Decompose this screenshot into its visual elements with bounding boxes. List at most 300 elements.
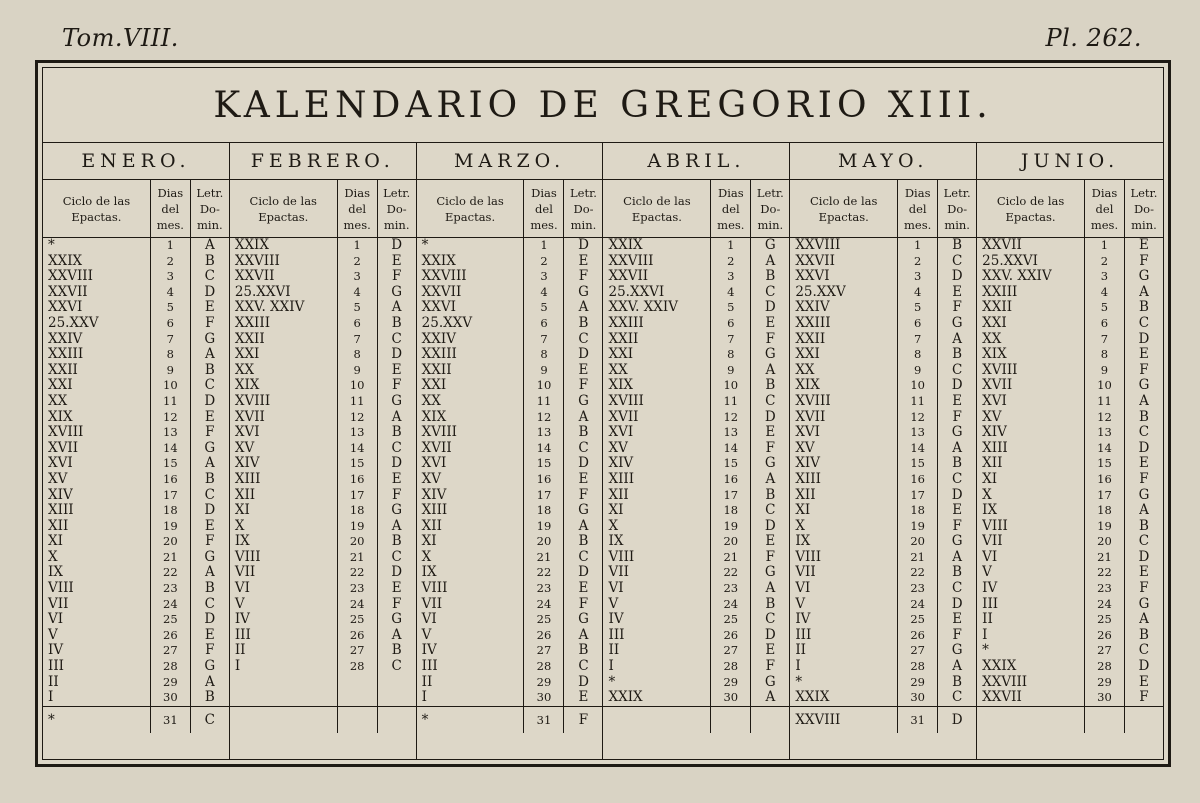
day-cell: 28 [151, 659, 191, 675]
day-cell: 20 [711, 534, 751, 550]
day-cell: 29 [711, 675, 751, 691]
dominical-letter-cell: A [391, 300, 402, 316]
epact-cell: XIII [417, 503, 525, 519]
epact-cell: X [230, 519, 338, 535]
letter-header: Letr. Do-min. [751, 180, 789, 238]
month-column [603, 143, 790, 759]
month-column [417, 143, 604, 759]
dominical-letter-cell: F [205, 643, 215, 659]
day-cell: 2 [151, 254, 191, 270]
epact-cell: * [977, 643, 1085, 659]
day-cell: 10 [338, 378, 378, 394]
epact-cell: II [603, 643, 711, 659]
day-cell: 18 [1085, 503, 1125, 519]
dominical-letter-cell: C [578, 440, 589, 456]
epact-cell: V [603, 597, 711, 613]
dominical-letter-cell: F [952, 409, 962, 425]
dominical-letter-cell: F [1139, 690, 1149, 706]
epact-cell: XVIII [603, 394, 711, 410]
day-cell: 31 [151, 707, 191, 733]
dominical-letter-cell: D [764, 518, 776, 534]
epact-cell: XVI [603, 425, 711, 441]
day-cell: 26 [1085, 628, 1125, 644]
dominical-letter-cell: E [1139, 347, 1149, 363]
epact-cell: VIII [790, 550, 898, 566]
cycle-header: Ciclo de las Epactas. [43, 180, 151, 238]
day-cell: 21 [151, 550, 191, 566]
dominical-letter-cell: G [764, 565, 776, 581]
days-header: Dias del mes. [711, 180, 751, 238]
epact-cell: XXVII [977, 690, 1085, 706]
epact-cell: I [603, 659, 711, 675]
epact-cell: IX [43, 565, 151, 581]
dominical-letter-cell: B [1139, 300, 1149, 316]
day-cell: 14 [151, 441, 191, 457]
day-cell: 3 [1085, 269, 1125, 285]
letter-header: Letr. Do-min. [1125, 180, 1163, 238]
epact-cell: * [417, 238, 525, 254]
epact-cell: XXVIII [43, 269, 151, 285]
epact-cell: XIV [43, 488, 151, 504]
epact-cell [977, 707, 1085, 733]
epact-cell: XX [417, 394, 525, 410]
epact-cell: II [790, 643, 898, 659]
day-cell: 4 [1085, 285, 1125, 301]
epact-cell: XII [790, 488, 898, 504]
dominical-letter-cell: G [204, 331, 216, 347]
day-cell: 17 [524, 488, 564, 504]
footer-row [417, 707, 603, 733]
cycle-header: Ciclo de las Epactas. [977, 180, 1085, 238]
dominical-letter-cell: B [952, 238, 963, 253]
day-cell: 8 [338, 347, 378, 363]
day-cell: 16 [524, 472, 564, 488]
dominical-letter-cell: G [764, 456, 776, 472]
day-cell: 24 [524, 597, 564, 613]
epact-cell: III [230, 628, 338, 644]
day-cell: 6 [1085, 316, 1125, 332]
epact-cell: VII [790, 565, 898, 581]
dominical-letter-cell: C [204, 269, 215, 285]
dominical-letter-cell: F [765, 331, 775, 347]
day-cell: 16 [1085, 472, 1125, 488]
day-cell: 10 [898, 378, 938, 394]
day-cell: 6 [338, 316, 378, 332]
epact-cell: XXII [230, 332, 338, 348]
dominical-letter-cell: A [204, 347, 215, 363]
day-cell: 13 [1085, 425, 1125, 441]
epact-cell: 25.XXV [43, 316, 151, 332]
day-cell: 27 [898, 643, 938, 659]
day-cell: 18 [338, 503, 378, 519]
day-cell: 26 [711, 628, 751, 644]
epact-cell: XXV. XXIV [977, 269, 1085, 285]
dominical-letter-cell: B [204, 581, 215, 597]
dominical-letter-cell: D [578, 674, 589, 690]
dominical-letter-cell: A [952, 549, 963, 565]
day-rows [417, 238, 603, 707]
day-cell: 8 [1085, 347, 1125, 363]
epact-cell: XXII [977, 300, 1085, 316]
dominical-letter-cell: C [951, 581, 963, 597]
day-cell: 25 [711, 612, 751, 628]
day-cell: 18 [711, 503, 751, 519]
epact-cell: III [603, 628, 711, 644]
day-cell: 15 [1085, 456, 1125, 472]
dominical-letter-cell: A [1139, 393, 1149, 409]
dominical-letter-cell: A [765, 253, 776, 269]
dominical-letter-cell: A [204, 565, 215, 581]
epact-cell: * [417, 707, 525, 733]
month-column [230, 143, 417, 759]
day-cell: 12 [338, 410, 378, 426]
epact-cell: IX [603, 534, 711, 550]
day-cell: 6 [898, 316, 938, 332]
epact-cell: IV [417, 643, 525, 659]
epact-cell: XXIX [230, 238, 338, 254]
epact-cell: XXV. XXIV [603, 300, 711, 316]
dominical-letter-cell: E [952, 393, 963, 409]
epact-cell: XVIII [417, 425, 525, 441]
tome-label: Tom.VIII. [62, 24, 179, 52]
epact-cell: XV [417, 472, 525, 488]
cycle-header: Ciclo de las Epactas. [603, 180, 711, 238]
day-cell: 31 [898, 707, 938, 733]
epact-cell: XIV [977, 425, 1085, 441]
day-cell: 24 [898, 597, 938, 613]
day-cell: 15 [338, 456, 378, 472]
dominical-letter-cell: D [951, 378, 963, 394]
dominical-letter-cell: F [1139, 253, 1149, 269]
day-cell: 18 [898, 503, 938, 519]
epact-cell [230, 675, 338, 691]
day-cell: 12 [1085, 410, 1125, 426]
epact-cell: XIX [417, 410, 525, 426]
epact-cell: XIV [603, 456, 711, 472]
day-cell: 16 [151, 472, 191, 488]
dominical-letter-cell: B [391, 643, 402, 659]
day-cell: 1 [1085, 238, 1125, 254]
dominical-letter-cell: F [205, 534, 215, 550]
day-cell: 23 [151, 581, 191, 597]
day-cell: 12 [524, 410, 564, 426]
dominical-letter-cell: D [951, 711, 963, 728]
day-cell: 9 [711, 363, 751, 379]
days-header: Dias del mes. [898, 180, 938, 238]
day-cell: 23 [338, 581, 378, 597]
epact-cell: XXII [417, 363, 525, 379]
dominical-letter-cell: A [952, 440, 963, 456]
epact-cell: XII [603, 488, 711, 504]
epact-cell: VI [417, 612, 525, 628]
day-cell: 23 [711, 581, 751, 597]
day-cell: 14 [338, 441, 378, 457]
dominical-letter-cell: D [1138, 659, 1150, 675]
day-cell: 11 [338, 394, 378, 410]
epact-cell: XXII [790, 332, 898, 348]
dominical-letter-cell: A [1139, 503, 1149, 519]
column-headers [230, 180, 416, 238]
dominical-letter-cell: F [578, 487, 589, 503]
day-cell: 3 [524, 269, 564, 285]
epact-cell: XVII [603, 410, 711, 426]
letter-header: Letr. Do-min. [378, 180, 416, 238]
dominical-letter-cell: F [391, 487, 402, 503]
day-cell: 24 [338, 597, 378, 613]
day-cell: 25 [151, 612, 191, 628]
day-cell: 21 [524, 550, 564, 566]
plate-label: Pl. 262. [1045, 24, 1142, 52]
month-name: MARZO. [417, 143, 603, 180]
epact-cell: XVI [977, 394, 1085, 410]
dominical-letter-cell: D [578, 347, 589, 363]
epact-cell: I [977, 628, 1085, 644]
epact-cell: IV [603, 612, 711, 628]
day-cell: 13 [338, 425, 378, 441]
dominical-letter-cell: A [578, 627, 589, 643]
dominical-letter-cell [378, 707, 416, 733]
dominical-letter-cell: B [578, 315, 589, 331]
epact-cell: XXVII [417, 285, 525, 301]
day-cell: 21 [711, 550, 751, 566]
calendar-frame [35, 60, 1171, 767]
day-cell: 9 [338, 363, 378, 379]
day-cell: 7 [151, 332, 191, 348]
dominical-letter-cell: E [578, 253, 589, 269]
dominical-letter-cell: A [765, 690, 776, 706]
day-cell: 29 [1085, 675, 1125, 691]
day-cell: 21 [338, 550, 378, 566]
epact-cell: V [43, 628, 151, 644]
dominical-letter-cell: B [391, 425, 402, 441]
day-cell: 1 [151, 238, 191, 254]
dominical-letter-cell: B [1139, 518, 1149, 534]
dominical-letter-cell: B [204, 253, 215, 269]
epact-cell: XIX [603, 378, 711, 394]
dominical-letter-cell [751, 707, 789, 733]
epact-cell: XXVIII [977, 675, 1085, 691]
month-name: ABRIL. [603, 143, 789, 180]
epact-cell [603, 707, 711, 733]
day-cell: 19 [898, 519, 938, 535]
letter-header: Letr. Do-min. [938, 180, 976, 238]
day-cell: 3 [711, 269, 751, 285]
day-cell: 19 [711, 519, 751, 535]
dominical-letter-cell [1125, 707, 1163, 733]
epact-cell: 25.XXVI [603, 285, 711, 301]
day-cell: 22 [524, 565, 564, 581]
day-cell: 11 [711, 394, 751, 410]
epact-cell [230, 690, 338, 706]
day-cell: 14 [1085, 441, 1125, 457]
epact-cell: XI [790, 503, 898, 519]
dominical-letter-cell: D [1138, 331, 1150, 347]
day-cell: 15 [898, 456, 938, 472]
dominical-letter-cell [378, 690, 416, 706]
day-cell: 1 [898, 238, 938, 254]
day-cell: 21 [898, 550, 938, 566]
day-cell: 13 [151, 425, 191, 441]
epact-cell: XIII [603, 472, 711, 488]
day-cell: 13 [711, 425, 751, 441]
dominical-letter-cell: A [1139, 612, 1149, 628]
day-cell: 19 [524, 519, 564, 535]
epact-cell: VI [603, 581, 711, 597]
day-cell: 26 [524, 628, 564, 644]
epact-cell: XXIX [43, 254, 151, 270]
dominical-letter-cell: C [391, 659, 402, 675]
dominical-letter-cell [378, 675, 416, 691]
day-cell [338, 690, 378, 706]
day-cell: 6 [711, 316, 751, 332]
footer-row [43, 707, 229, 733]
dominical-letter-cell: E [204, 409, 215, 425]
epact-cell: VII [43, 597, 151, 613]
day-cell: 11 [151, 394, 191, 410]
day-cell: 20 [151, 534, 191, 550]
dominical-letter-cell: G [578, 284, 589, 300]
dominical-letter-cell: D [951, 596, 963, 612]
dominical-letter-cell: E [1139, 238, 1149, 253]
footer-row [977, 707, 1163, 733]
dominical-letter-cell: B [1139, 627, 1149, 643]
epact-cell: XXIII [43, 347, 151, 363]
epact-cell: XXI [43, 378, 151, 394]
day-cell: 9 [151, 363, 191, 379]
day-cell: 25 [1085, 612, 1125, 628]
column-headers [977, 180, 1163, 238]
day-cell: 18 [524, 503, 564, 519]
day-cell: 14 [524, 441, 564, 457]
epact-cell: XIII [230, 472, 338, 488]
day-cell: 12 [898, 410, 938, 426]
day-cell: 22 [151, 565, 191, 581]
dominical-letter-cell: D [391, 565, 403, 581]
day-cell: 19 [338, 519, 378, 535]
epact-cell: XVII [417, 441, 525, 457]
day-cell: 10 [1085, 378, 1125, 394]
epact-cell: XXVIII [230, 254, 338, 270]
day-cell: 27 [711, 643, 751, 659]
day-cell: 9 [898, 363, 938, 379]
day-cell: 1 [711, 238, 751, 254]
dominical-letter-cell: G [578, 393, 589, 409]
day-cell: 30 [151, 690, 191, 706]
dominical-letter-cell: E [578, 690, 589, 706]
dominical-letter-cell: F [391, 378, 402, 394]
dominical-letter-cell: D [578, 456, 589, 472]
dominical-letter-cell: C [578, 549, 589, 565]
day-cell: 5 [338, 300, 378, 316]
epact-cell: II [43, 675, 151, 691]
dominical-letter-cell: G [391, 612, 403, 628]
day-cell: 11 [524, 394, 564, 410]
epact-cell: XII [230, 488, 338, 504]
day-cell: 30 [1085, 690, 1125, 706]
days-header: Dias del mes. [524, 180, 564, 238]
day-cell: 9 [1085, 363, 1125, 379]
epact-cell: IX [230, 534, 338, 550]
day-cell: 29 [898, 675, 938, 691]
epact-cell: II [977, 612, 1085, 628]
epact-cell: XXVI [417, 300, 525, 316]
day-cell: 27 [524, 643, 564, 659]
epact-cell: IV [977, 581, 1085, 597]
epact-cell: XXIX [790, 690, 898, 706]
epact-cell: I [43, 690, 151, 706]
epact-cell: XVII [230, 410, 338, 426]
dominical-letter-cell: A [391, 409, 402, 425]
dominical-letter-cell: E [391, 253, 402, 269]
day-cell: 4 [524, 285, 564, 301]
day-cell: 3 [151, 269, 191, 285]
epact-cell: 25.XXVI [977, 254, 1085, 270]
dominical-letter-cell: B [204, 690, 215, 706]
day-cell: 15 [524, 456, 564, 472]
epact-cell: I [790, 659, 898, 675]
dominical-letter-cell: F [765, 659, 775, 675]
dominical-letter-cell: D [764, 627, 776, 643]
day-cell: 2 [711, 254, 751, 270]
epact-cell: III [790, 628, 898, 644]
day-cell: 24 [711, 597, 751, 613]
dominical-letter-cell: F [578, 711, 589, 728]
dominical-letter-cell: D [1138, 440, 1150, 456]
epact-cell: XVII [977, 378, 1085, 394]
dominical-letter-cell: F [952, 518, 962, 534]
dominical-letter-cell: C [951, 471, 963, 487]
day-rows [790, 238, 976, 707]
month-name: ENERO. [43, 143, 229, 180]
epact-cell: XX [43, 394, 151, 410]
dominical-letter-cell: A [391, 627, 402, 643]
dominical-letter-cell: F [1139, 581, 1149, 597]
day-cell: 25 [338, 612, 378, 628]
dominical-letter-cell: G [951, 425, 963, 441]
epact-cell: XIX [790, 378, 898, 394]
epact-cell: V [417, 628, 525, 644]
day-cell: 17 [338, 488, 378, 504]
dominical-letter-cell: A [578, 409, 589, 425]
dominical-letter-cell: A [765, 362, 776, 378]
days-header: Dias del mes. [151, 180, 191, 238]
epact-cell [230, 707, 338, 733]
epact-cell: * [43, 707, 151, 733]
dominical-letter-cell: F [765, 549, 775, 565]
epact-cell: XV [230, 441, 338, 457]
epact-cell: XIX [230, 378, 338, 394]
epact-cell: XVI [417, 456, 525, 472]
dominical-letter-cell: C [1138, 315, 1150, 331]
epact-cell: XXVIII [790, 238, 898, 254]
day-cell: 26 [338, 628, 378, 644]
day-cell: 28 [338, 659, 378, 675]
dominical-letter-cell: G [951, 315, 963, 331]
epact-cell: VII [417, 597, 525, 613]
day-cell: 4 [151, 285, 191, 301]
epact-cell: XIV [790, 456, 898, 472]
epact-cell: XX [230, 363, 338, 379]
dominical-letter-cell: C [1138, 534, 1150, 550]
epact-cell: XXI [230, 347, 338, 363]
epact-cell: XVI [790, 425, 898, 441]
epact-cell: XI [977, 472, 1085, 488]
dominical-letter-cell: D [764, 300, 776, 316]
day-cell: 4 [711, 285, 751, 301]
epact-cell: * [43, 238, 151, 254]
dominical-letter-cell: D [204, 612, 216, 628]
day-cell: 15 [151, 456, 191, 472]
